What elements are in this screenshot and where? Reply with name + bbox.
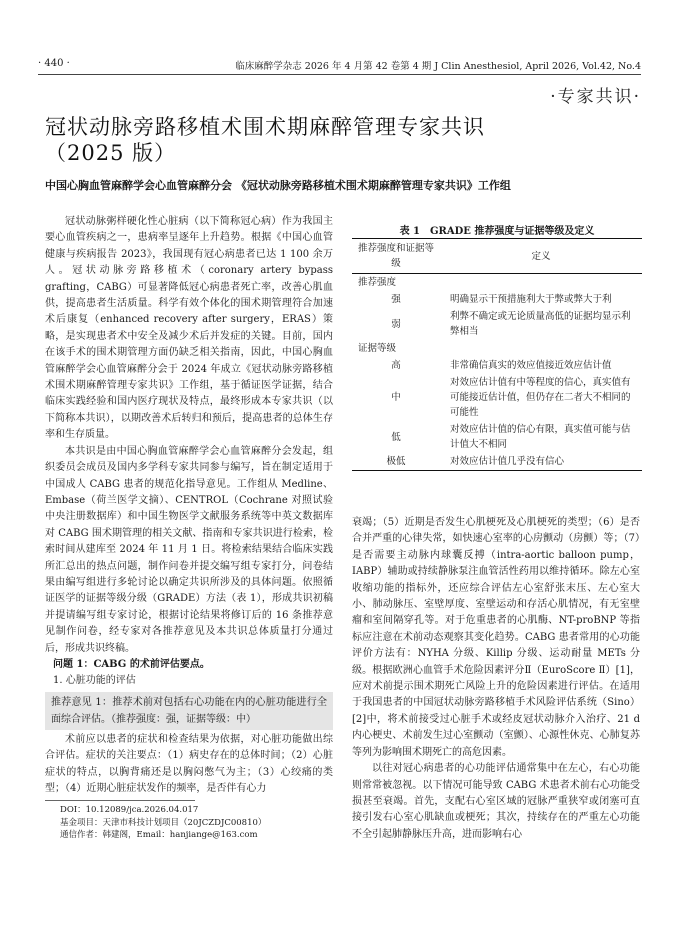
- body-paragraph-right-2: 以往对冠心病患者的心功能评估通常集中在左心，右心功能则常常被忽视。以下情况可能导致 CABG 术患者术前右心功能受损甚至衰竭。首先，支配右心室区域的冠脉严重狭窄或闭塞可直接引发右心室心肌缺血或梗死；其次，持续存在的严重左心功能不全引起肺静脉压升高，进而影响右心: [352, 763, 640, 840]
- section-tag: ·专家共识·: [550, 87, 641, 107]
- article-title: [45, 114, 545, 166]
- header-rule: [38, 74, 641, 75]
- intro-paragraph-1: 冠状动脉粥样硬化性心脏病（以下简称冠心病）作为我国主要心血管疾病之一，患病率呈逐年上升趋势。根据《中国心血管健康与疾病报告 2023》，我国现有冠心病患者已达 1 100 余万人。冠状动脉旁路移植术（coronary artery bypass grafting，CABG）可显著降低冠心病患者死亡率，改善心肌血供，提高患者生活质量。科学有效个体化的围术期管理符合加速术后康复（enhanced recovery after surgery，ERAS）策略，是实现患者术中安全及减少术后并发症的关键。目前，国内在该手术的围术期管理方面仍缺乏相关指南，因此，中国心胸血管麻醉学会心血管麻醉分会于 2024 年成立《冠状动脉旁路移植术围术期麻醉管理专家共识》工作组，基于循证医学证据，结合临床实践经验和国内医疗现状及特点，最终形成本专家共识（以下简称本共识），以期改善术后转归和预后，提高患者的总体生存率和生存质量。: [45, 216, 333, 441]
- table-caption: 表 1 GRADE 推荐强度与证据等级及定义: [399, 226, 595, 237]
- fund-info: 基金项目：天津市科技计划项目（20JCZDJC00810）: [60, 817, 267, 828]
- right-column: [352, 515, 640, 843]
- footnote-rule: [45, 800, 195, 801]
- recommendation-box: [45, 692, 333, 730]
- body-paragraph-3: 术前应以患者的症状和检查结果为依据，对心脏功能做出综合评估。症状的关注要点：（1）病史存在的总体时间；（2）心脏症状的特点，以胸背痛还是以胸闷憋气为主；（3）心绞痛的类型；（4）近期心脏症状发作的频率，是否伴有心力: [45, 733, 333, 794]
- table-row: 强 明确显示干预措施利大于弊或弊大于利: [391, 294, 612, 305]
- table-row: 极低 对效应估计值几乎没有信心: [352, 453, 642, 471]
- title-line-2: （2025 版）: [45, 141, 177, 165]
- table-group-evidence: 证据等级: [358, 343, 397, 354]
- question-1-subheading: 1. 心脏功能的评估: [53, 675, 136, 687]
- question-1-heading: 问题 1：CABG 的术前评估要点。: [53, 658, 210, 670]
- running-header: 临床麻醉学杂志 2026 年 4 月第 42 卷第 4 期 J Clin Anesthesiol, April 2026, Vol.42, No.4: [235, 61, 641, 72]
- page-number: · 440 ·: [38, 58, 70, 69]
- grade-table: [352, 238, 642, 471]
- table-row: 中 对效应估计值有中等程度的信心，真实值有可能接近估计值，但仍存在二者大不相同的可能性: [391, 377, 631, 418]
- recommendation-1: 推荐意见 1：推荐术前对包括右心功能在内的心脏功能进行全面综合评估。（推荐强度：强，证据等级：中）: [51, 696, 327, 725]
- table-row: 弱 利弊不确定或无论质量高低的证据均显示利弊相当: [391, 311, 631, 337]
- corresponding-author: 通信作者：韩建阁，Email：hanjiange@163.com: [60, 830, 258, 840]
- left-column: [45, 214, 333, 797]
- table-row: 高 非常确信真实的效应值接近效应估计值: [391, 360, 612, 371]
- table-header-definition: 定义: [440, 239, 642, 274]
- doi: DOI：10.12089/jca.2026.04.017: [60, 805, 199, 815]
- body-paragraph-continued: 衰竭；（5）近期是否发生心肌梗死及心肌梗死的类型；（6）是否合并严重的心律失常，如快速心室率的心房颤动（房颤）等；（7）是否需要主动脉内球囊反搏（intra-aortic balloon pump，IABP）辅助或持续静脉泵注血管活性药用以维持循环。除左心室收缩功能的指标外，还应综合评估左心室舒张末压、左心室大小、肺动脉压、室壁厚度、室壁运动和存活心肌情况，有无室壁瘤和室间隔穿孔等。对于危重患者的心肌酶、NT-proBNP 等指标应注意在术前动态观察其变化趋势。CABG 患者常用的心功能评价方法有：NYHA 分级、Killip 分级、运动耐量 METs 分级。根据欧洲心血管手术危险因素评分Ⅱ（EuroScore Ⅱ）[1]，应对术前提示围术期死亡风险上升的危险因素进行评估。在适用于我国患者的中国冠状动脉旁路移植手术风险评估系统（Sino）[2]中，将术前接受过心脏手术或经皮冠状动脉介入治疗、21 d 内心梗史、术前发生过心室颤动（室颤）、心源性休克、心肺复苏等列为影响围术期死亡的高危因素。: [352, 517, 640, 758]
- table-row: 低 对效应估计值的信心有限，真实值可能与估计值大不相同: [391, 424, 631, 450]
- intro-paragraph-2: 本共识是由中国心胸血管麻醉学会心血管麻醉分会发起，组织委员会成员及国内多学科专家共同参与编写，旨在制定适用于中国成人 CABG 患者的规范化指导意见。工作组从 Medline、Embase（荷兰医学文摘）、CENTROL（Cochrane 对照试验中央注册数据库）和中国生物医学文献服务系统等中英文数据库对 CABG 围术期管理的相关文献、指南和专家共识进行检索，检索时间从建库至 2024 年 11 月 1 日。将检索结果结合临床实践所汇总出的热点问题，制作问卷并提交编写组专家打分，问卷结果由编写组进行多轮讨论以确定共识所涉及的具体问题。依照循证医学的证据等级分级（GRADE）方法（表 1），形成共识初稿并提请编写组专家讨论，根据讨论结果将修订后的 16 条推荐意见制作问卷，经专家对各推荐意见及本共识总体质量打分通过后，形成共识终稿。: [45, 445, 333, 654]
- table-group-strength: 推荐强度: [358, 277, 397, 288]
- footnote: [60, 804, 330, 842]
- title-line-1: 冠状动脉旁路移植术围术期麻醉管理专家共识: [45, 115, 485, 139]
- author-group: 中国心胸血管麻醉学会心血管麻醉分会 《冠状动脉旁路移植术围术期麻醉管理专家共识》工作组: [45, 179, 511, 192]
- table-header-level: 推荐强度和证据等级: [352, 239, 440, 274]
